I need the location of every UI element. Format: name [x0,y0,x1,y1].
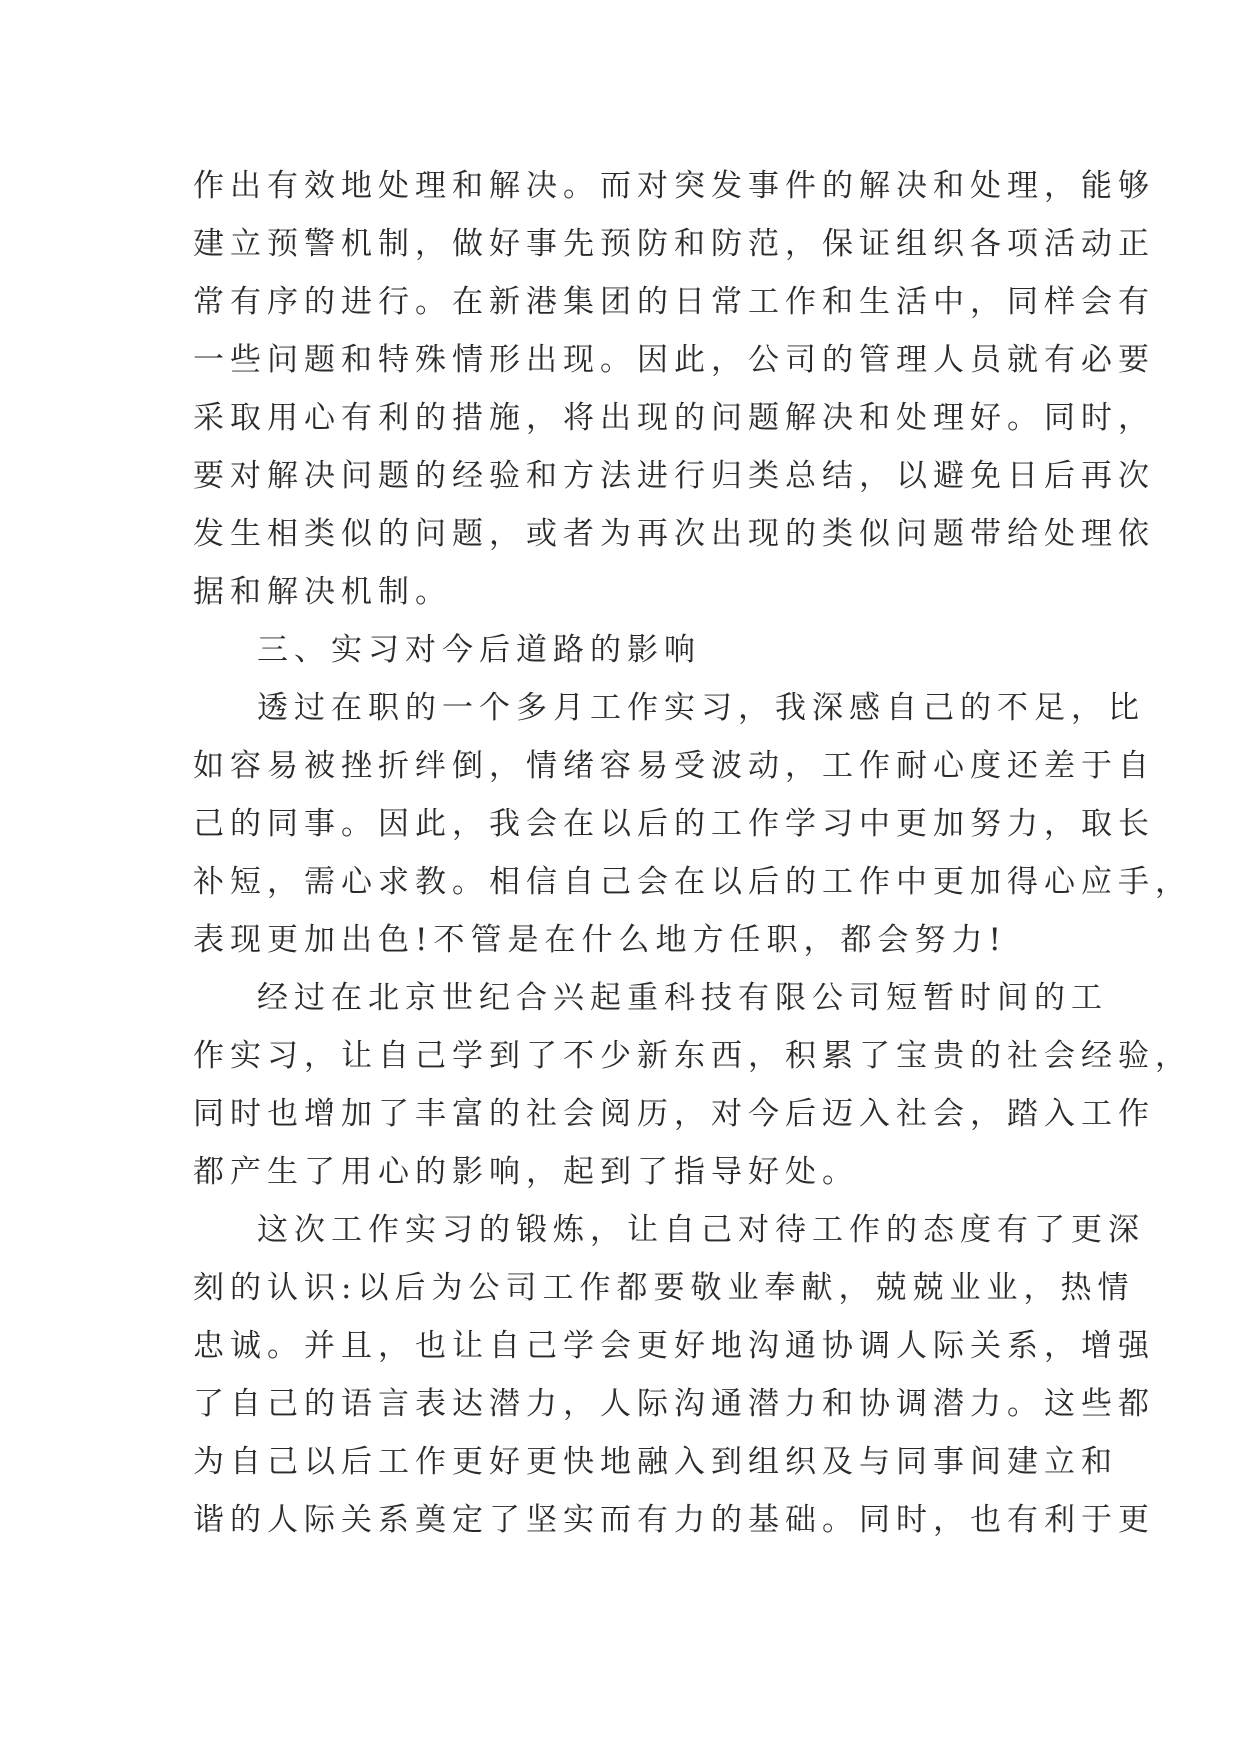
text-line: 建立预警机制，做好事先预防和防范，保证组织各项活动正 [193,226,1155,262]
text-line: 忠诚。并且，也让自己学会更好地沟通协调人际关系，增强 [193,1328,1155,1364]
text-line: 都产生了用心的影响，起到了指导好处。 [193,1154,859,1190]
text-line: 透过在职的一个多月工作实习，我深感自己的不足，比 [257,690,1145,726]
text-line: 发生相类似的问题，或者为再次出现的类似问题带给处理依 [193,516,1155,552]
text-line: 采取用心有利的措施，将出现的问题解决和处理好。同时， [193,400,1155,436]
text-line: 据和解决机制。 [193,574,452,610]
text-line: 刻的认识:以后为公司工作都要敬业奉献，兢兢业业，热情 [193,1270,1135,1306]
text-line: 常有序的进行。在新港集团的日常工作和生活中，同样会有 [193,284,1155,320]
text-line: 表现更加出色!不管是在什么地方任职，都会努力! [193,922,1007,958]
text-line: 为自己以后工作更好更快地融入到组织及与同事间建立和 [193,1444,1118,1480]
text-line: 己的同事。因此，我会在以后的工作学习中更加努力，取长 [193,806,1155,842]
text-line: 要对解决问题的经验和方法进行归类总结，以避免日后再次 [193,458,1155,494]
text-line: 补短，需心求教。相信自己会在以后的工作中更加得心应手， [193,864,1192,900]
text-line: 如容易被挫折绊倒，情绪容易受波动，工作耐心度还差于自 [193,748,1155,784]
text-line: 作出有效地处理和解决。而对突发事件的解决和处理，能够 [193,168,1155,204]
text-line: 作实习，让自己学到了不少新东西，积累了宝贵的社会经验， [193,1038,1192,1074]
text-line: 一些问题和特殊情形出现。因此，公司的管理人员就有必要 [193,342,1155,378]
text-line: 经过在北京世纪合兴起重科技有限公司短暂时间的工 [257,980,1108,1016]
text-line: 了自己的语言表达潜力，人际沟通潜力和协调潜力。这些都 [193,1386,1155,1422]
section-heading: 三、实习对今后道路的影响 [257,632,701,668]
document-body [193,157,1192,1549]
text-line: 这次工作实习的锻炼，让自己对待工作的态度有了更深 [257,1212,1145,1248]
text-line: 同时也增加了丰富的社会阅历，对今后迈入社会，踏入工作 [193,1096,1155,1132]
text-line: 谐的人际关系奠定了坚实而有力的基础。同时，也有利于更 [193,1502,1155,1538]
